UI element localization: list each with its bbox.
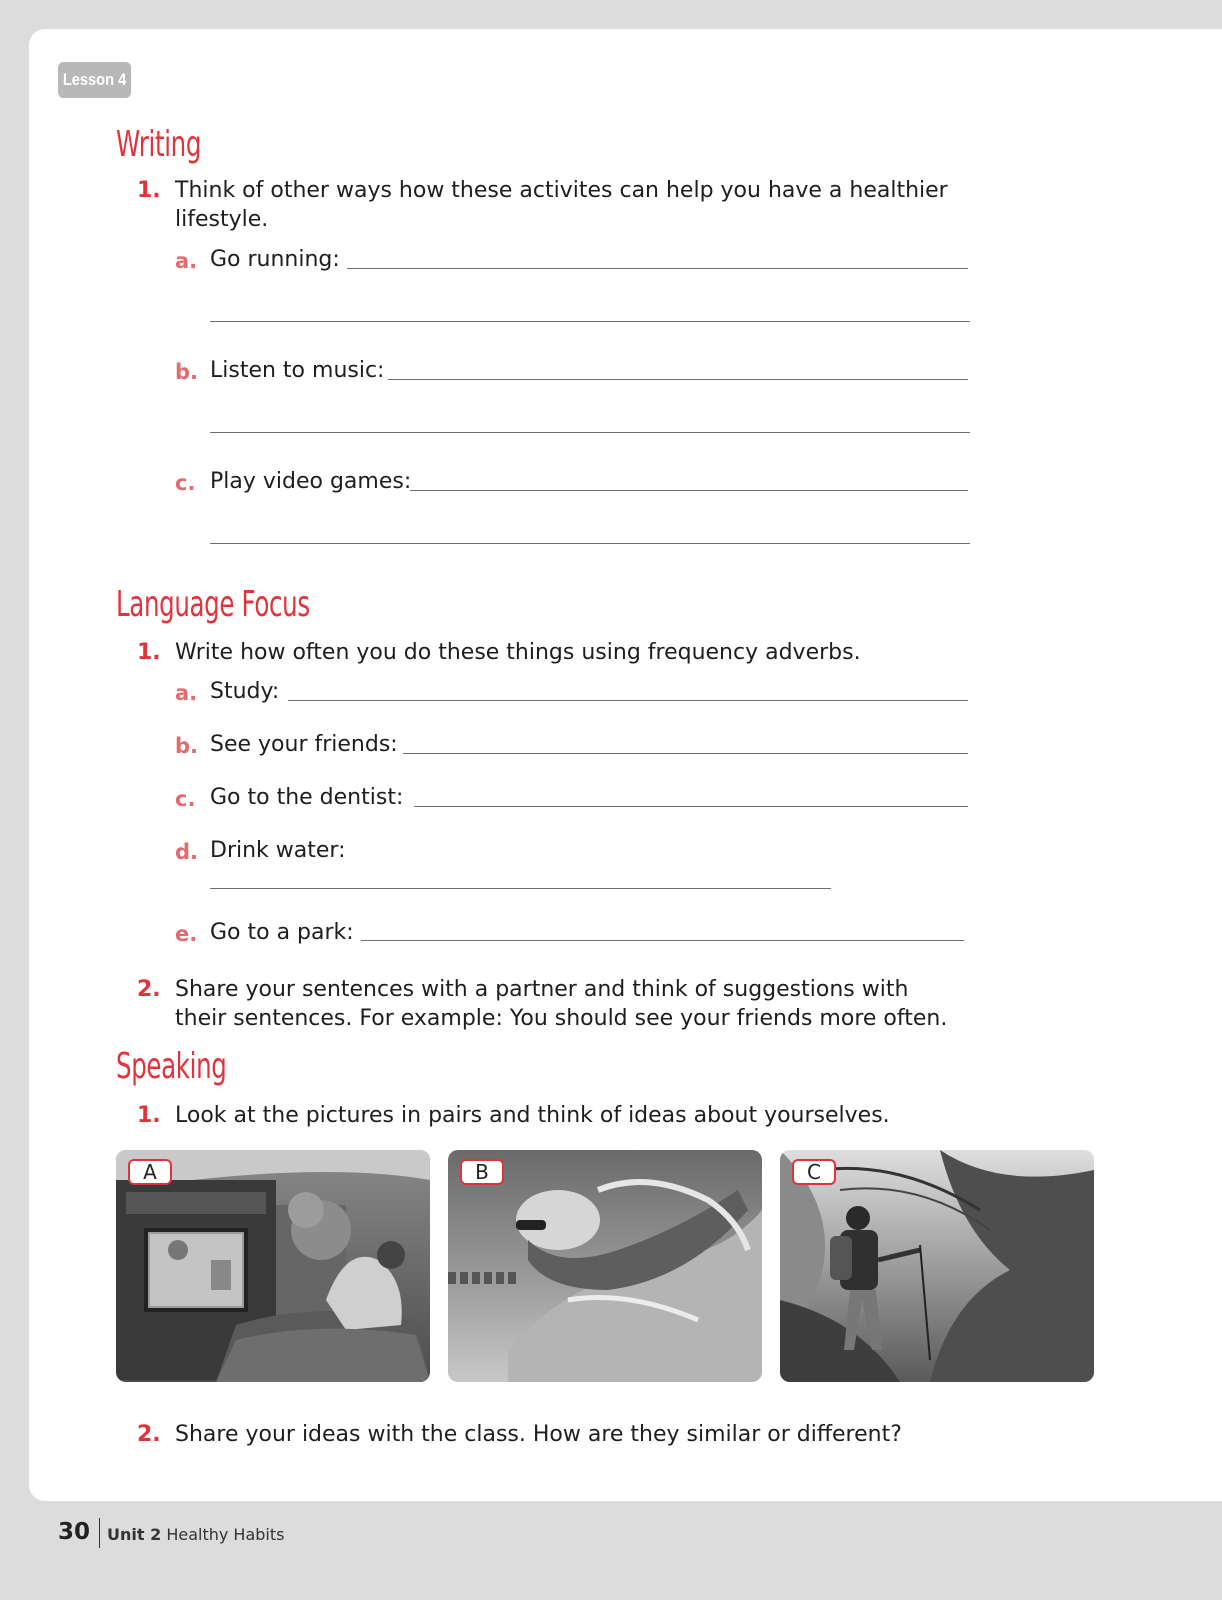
writing-q1-number: 1. bbox=[137, 178, 161, 203]
answer-line-go-to-the-dentist[interactable] bbox=[414, 806, 968, 807]
answer-line-drink-water[interactable] bbox=[210, 888, 831, 889]
answer-line-go-running-1[interactable] bbox=[347, 268, 968, 269]
answer-line-play-video-games-1[interactable] bbox=[410, 490, 968, 491]
language-focus-q2-text-line1: Share your sentences with a partner and think of suggestions with bbox=[175, 977, 909, 1002]
answer-line-study[interactable] bbox=[288, 700, 968, 701]
writing-heading: Writing bbox=[116, 124, 202, 165]
language-focus-q2-text-line2: their sentences. For example: You should see your friends more often. bbox=[175, 1006, 948, 1031]
language-focus-q1-text: Write how often you do these things using frequency adverbs. bbox=[175, 640, 861, 665]
language-item-b-text: See your friends: bbox=[210, 732, 398, 757]
speaking-heading: Speaking bbox=[116, 1046, 227, 1087]
language-item-a-letter: a. bbox=[175, 681, 198, 705]
language-item-c-letter: c. bbox=[175, 787, 196, 811]
language-focus-q1-number: 1. bbox=[137, 640, 161, 665]
photo-label-b: B bbox=[460, 1159, 504, 1185]
footer-divider bbox=[99, 1518, 100, 1548]
page-number: 30 bbox=[58, 1519, 91, 1545]
answer-line-listen-to-music-1[interactable] bbox=[388, 379, 968, 380]
photo-c-hiking bbox=[780, 1150, 1094, 1382]
writing-item-c-letter: c. bbox=[175, 471, 196, 495]
language-focus-q2-number: 2. bbox=[137, 977, 161, 1002]
language-item-d-letter: d. bbox=[175, 840, 199, 864]
writing-q1-text-line2: lifestyle. bbox=[175, 207, 269, 232]
writing-item-b-text: Listen to music: bbox=[210, 358, 385, 383]
writing-item-b-letter: b. bbox=[175, 360, 199, 384]
answer-line-play-video-games-2[interactable] bbox=[210, 543, 970, 544]
answer-line-go-to-a-park[interactable] bbox=[361, 940, 964, 941]
photo-a-watching-tv bbox=[116, 1150, 430, 1382]
footer-unit-title: Healthy Habits bbox=[166, 1525, 285, 1544]
language-item-e-text: Go to a park: bbox=[210, 920, 354, 945]
language-item-a-text: Study: bbox=[210, 679, 280, 704]
writing-item-a-text: Go running: bbox=[210, 247, 340, 272]
footer-unit-label: Unit 2 bbox=[107, 1525, 162, 1544]
speaking-q1-text: Look at the pictures in pairs and think of ideas about yourselves. bbox=[175, 1103, 890, 1128]
speaking-q1-number: 1. bbox=[137, 1103, 161, 1128]
language-item-e-letter: e. bbox=[175, 922, 198, 946]
photo-b-swimming bbox=[448, 1150, 762, 1382]
answer-line-listen-to-music-2[interactable] bbox=[210, 432, 970, 433]
answer-line-go-running-2[interactable] bbox=[210, 321, 970, 322]
answer-line-see-your-friends[interactable] bbox=[403, 753, 968, 754]
footer-unit-info bbox=[107, 1525, 284, 1544]
photo-label-a: A bbox=[128, 1159, 172, 1185]
language-item-d-text: Drink water: bbox=[210, 838, 346, 863]
language-item-b-letter: b. bbox=[175, 734, 199, 758]
language-focus-heading: Language Focus bbox=[116, 584, 310, 625]
speaking-q2-number: 2. bbox=[137, 1422, 161, 1447]
photo-label-c: C bbox=[792, 1159, 836, 1185]
lesson-tab: Lesson 4 bbox=[58, 62, 131, 98]
speaking-q2-text: Share your ideas with the class. How are they similar or different? bbox=[175, 1422, 902, 1447]
language-item-c-text: Go to the dentist: bbox=[210, 785, 404, 810]
writing-q1-text-line1: Think of other ways how these activites can help you have a healthier bbox=[175, 178, 948, 203]
writing-item-a-letter: a. bbox=[175, 249, 198, 273]
writing-item-c-text: Play video games: bbox=[210, 469, 412, 494]
